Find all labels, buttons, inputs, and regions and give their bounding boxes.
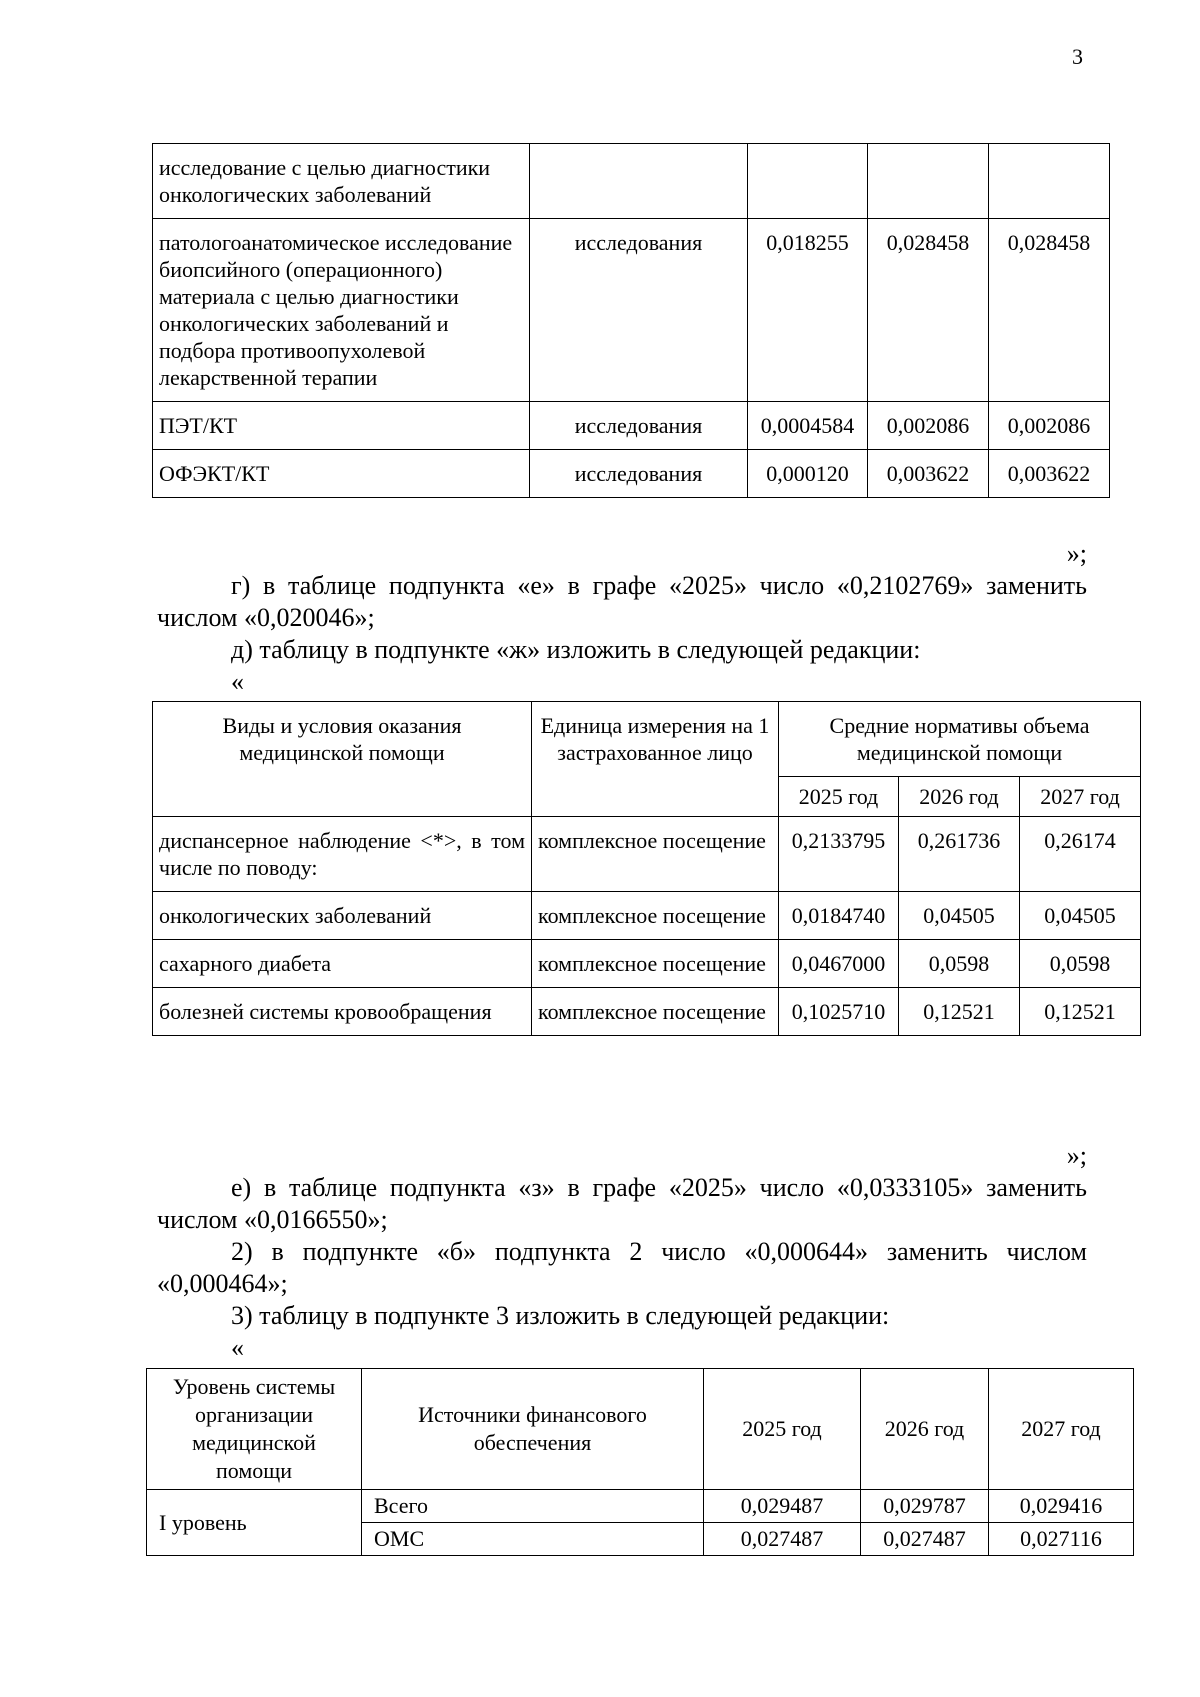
table-care-levels	[146, 1368, 1134, 1556]
cell-2027: 0,002086	[989, 402, 1110, 450]
cell-2026: 0,12521	[899, 988, 1020, 1036]
cell-2026: 0,003622	[868, 450, 989, 498]
cell-2025: 0,0467000	[779, 940, 899, 988]
header-source: Источники финансового обеспечения	[362, 1369, 704, 1490]
table-row	[153, 402, 1110, 450]
cell-name: ОФЭКТ/КТ	[153, 450, 530, 498]
cell-unit	[530, 144, 748, 219]
table-row	[153, 988, 1141, 1036]
header-2027: 2027 год	[1020, 777, 1141, 817]
cell-source: ОМС	[362, 1523, 704, 1556]
closing-quote: »;	[1066, 1141, 1087, 1170]
cell-2025	[748, 144, 868, 219]
cell-name: сахарного диабета	[153, 940, 532, 988]
table-row	[153, 892, 1141, 940]
table-row	[153, 144, 1110, 219]
header-2025: 2025 год	[704, 1369, 861, 1490]
cell-unit: исследования	[530, 402, 748, 450]
cell-2027: 0,12521	[1020, 988, 1141, 1036]
paragraph-2: 2) в подпункте «б» подпункта 2 число «0,000644» заменить числом «0,000464»;	[157, 1237, 1087, 1298]
cell-2026: 0,0598	[899, 940, 1020, 988]
cell-2027: 0,003622	[989, 450, 1110, 498]
page-number: 3	[1072, 44, 1083, 69]
cell-name: патологоанатомическое исследование биопсийного (операционного) материала с целью диагностики онкологических заболеваний и подбора противоопухолевой лекарственной терапии	[153, 219, 530, 402]
cell-2025: 0,1025710	[779, 988, 899, 1036]
cell-unit: исследования	[530, 450, 748, 498]
cell-2026	[868, 144, 989, 219]
paragraph-g: г) в таблице подпункта «е» в графе «2025» число «0,2102769» заменить числом «0,020046»;	[157, 571, 1087, 632]
opening-quote: «	[231, 1333, 244, 1362]
cell-2026: 0,029787	[861, 1490, 989, 1523]
cell-2027: 0,0598	[1020, 940, 1141, 988]
table-row	[153, 817, 1141, 892]
cell-unit: исследования	[530, 219, 748, 402]
table-header-row	[147, 1369, 1134, 1490]
cell-2026: 0,027487	[861, 1523, 989, 1556]
table-header-row	[153, 702, 1141, 777]
cell-2026: 0,261736	[899, 817, 1020, 892]
cell-2026: 0,028458	[868, 219, 989, 402]
cell-2026: 0,04505	[899, 892, 1020, 940]
header-level: Уровень системы организации медицинской помощи	[147, 1369, 362, 1490]
cell-name: онкологических заболеваний	[153, 892, 532, 940]
paragraph-3: 3) таблицу в подпункте 3 изложить в следующей редакции:	[231, 1301, 890, 1330]
cell-2025: 0,027487	[704, 1523, 861, 1556]
paragraph-e: е) в таблице подпункта «з» в графе «2025» число «0,0333105» заменить числом «0,0166550»;	[157, 1173, 1087, 1234]
table-row	[153, 450, 1110, 498]
cell-2027: 0,028458	[989, 219, 1110, 402]
table-research-norms	[152, 143, 1110, 498]
closing-quote: »;	[1066, 539, 1087, 568]
cell-2025: 0,2133795	[779, 817, 899, 892]
header-type: Виды и условия оказания медицинской помощи	[153, 702, 532, 817]
cell-name: исследование с целью диагностики онкологических заболеваний	[153, 144, 530, 219]
cell-name: диспансерное наблюдение <*>, в том числе по поводу:	[153, 817, 532, 892]
header-2026: 2026 год	[861, 1369, 989, 1490]
table-row	[153, 940, 1141, 988]
cell-2027	[989, 144, 1110, 219]
opening-quote: «	[231, 667, 244, 696]
cell-2025: 0,0184740	[779, 892, 899, 940]
cell-unit: комплексное посещение	[532, 892, 779, 940]
table-dispensary-observation	[152, 701, 1141, 1036]
header-2025: 2025 год	[779, 777, 899, 817]
cell-unit: комплексное посещение	[532, 988, 779, 1036]
cell-unit: комплексное посещение	[532, 940, 779, 988]
cell-2025: 0,029487	[704, 1490, 861, 1523]
cell-name: ПЭТ/КТ	[153, 402, 530, 450]
cell-2025: 0,0004584	[748, 402, 868, 450]
cell-2025: 0,018255	[748, 219, 868, 402]
cell-2027: 0,029416	[989, 1490, 1134, 1523]
table-row	[153, 219, 1110, 402]
paragraph-d: д) таблицу в подпункте «ж» изложить в следующей редакции:	[231, 635, 921, 664]
header-unit: Единица измерения на 1 застрахованное лицо	[532, 702, 779, 817]
header-2027: 2027 год	[989, 1369, 1134, 1490]
cell-2027: 0,04505	[1020, 892, 1141, 940]
cell-2025: 0,000120	[748, 450, 868, 498]
cell-source: Всего	[362, 1490, 704, 1523]
cell-name: болезней системы кровообращения	[153, 988, 532, 1036]
cell-2027: 0,26174	[1020, 817, 1141, 892]
cell-unit: комплексное посещение	[532, 817, 779, 892]
table-row	[147, 1490, 1134, 1523]
header-2026: 2026 год	[899, 777, 1020, 817]
cell-level: I уровень	[147, 1490, 362, 1556]
cell-2026: 0,002086	[868, 402, 989, 450]
header-norms: Средние нормативы объема медицинской помощи	[779, 702, 1141, 777]
cell-2027: 0,027116	[989, 1523, 1134, 1556]
